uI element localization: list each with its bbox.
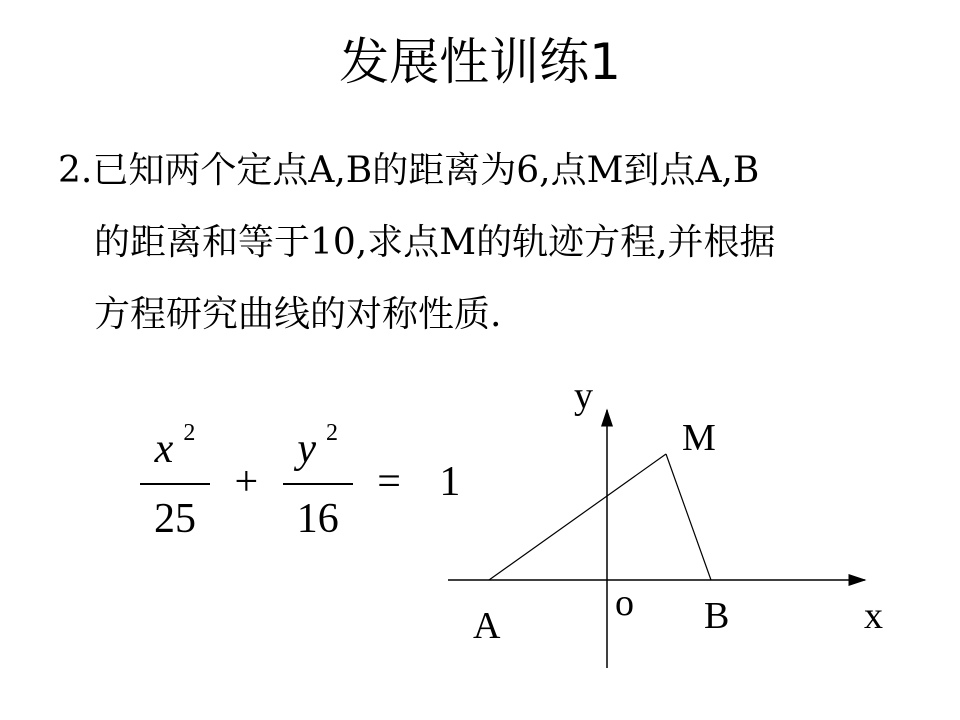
plus-sign: + — [234, 458, 259, 505]
y-numerator: y $^2$ — [297, 420, 339, 472]
y-denominator: 16 — [296, 496, 339, 542]
origin-label: o — [615, 582, 634, 624]
problem-line-3: 方程研究曲线的对称性质. — [94, 294, 502, 335]
x-numerator: x $^2$ — [154, 420, 196, 472]
x-exponent: 2 — [183, 420, 196, 446]
point-a-label: A — [473, 605, 501, 647]
rhs-value: 1 — [439, 458, 461, 505]
x-denominator: 25 — [154, 496, 196, 542]
segment-mb — [666, 454, 711, 580]
segment-am — [489, 454, 666, 580]
y-axis-label: y — [574, 375, 593, 417]
x-axis-label: x — [864, 595, 883, 637]
point-b-label: B — [704, 595, 730, 637]
equals-sign: = — [377, 458, 401, 505]
y-exponent: 2 — [326, 420, 339, 446]
problem-line-2: 的距离和等于10,求点M的轨迹方程,并根据 — [94, 222, 776, 263]
problem-line-1: 2.已知两个定点A,B的距离为6,点M到点A,B — [58, 150, 760, 191]
slide-title: 发展性训练1 — [339, 33, 621, 91]
point-m-label: M — [682, 417, 716, 459]
